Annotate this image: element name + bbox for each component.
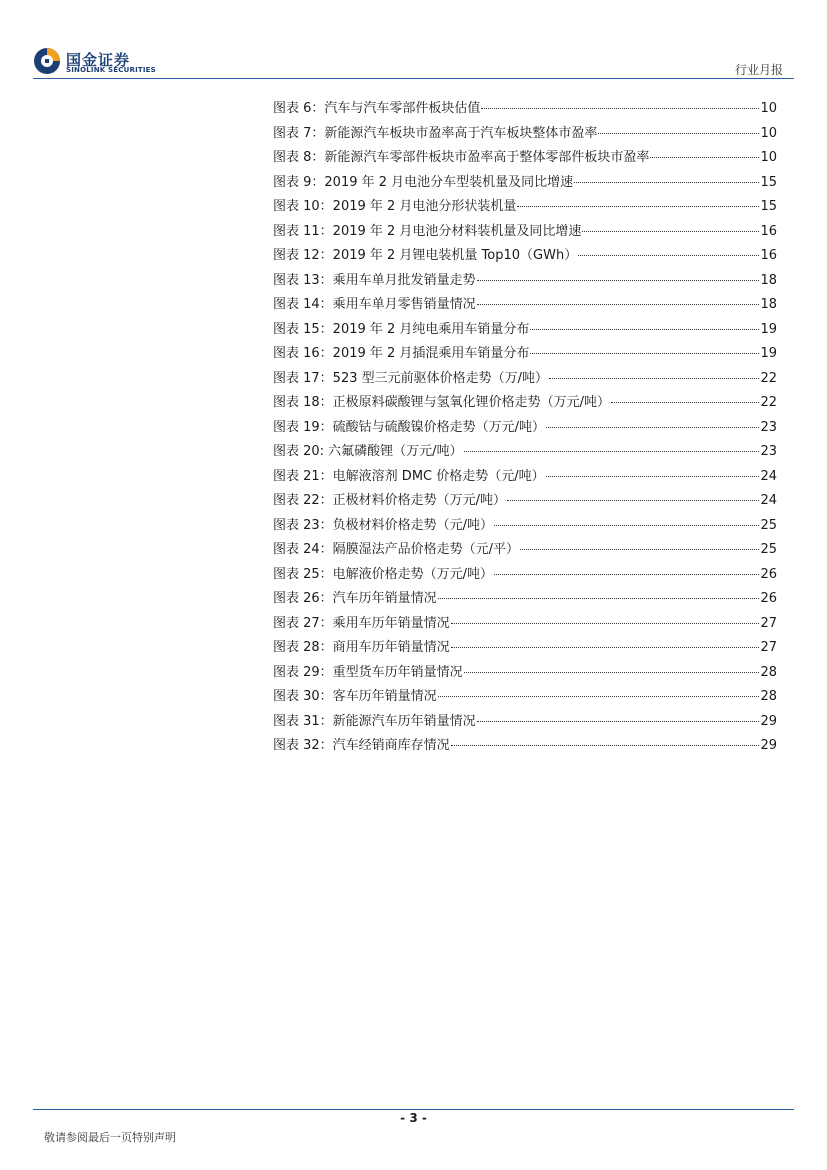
toc-entry[interactable] bbox=[273, 734, 777, 759]
toc-entry-page: 19 bbox=[760, 346, 777, 361]
toc-dot-leader bbox=[451, 609, 760, 624]
toc-entry-title: 图表 7：新能源汽车板块市盈率高于汽车板块整体市盈率 bbox=[273, 125, 598, 141]
toc-dot-leader bbox=[477, 707, 760, 722]
toc-dot-leader bbox=[598, 119, 759, 134]
toc-dot-leader bbox=[507, 486, 759, 501]
toc-dot-leader bbox=[549, 364, 759, 379]
toc-dot-leader bbox=[494, 511, 759, 526]
page-number: - 3 - bbox=[400, 1111, 427, 1125]
toc-entry-title: 图表 29：重型货车历年销量情况 bbox=[273, 664, 463, 680]
toc-entry-page: 25 bbox=[760, 517, 777, 533]
toc-entry-page: 10 bbox=[760, 150, 777, 165]
toc-dot-leader bbox=[520, 535, 759, 550]
toc-dot-leader bbox=[451, 633, 760, 648]
toc-entry-page: 10 bbox=[760, 125, 777, 141]
toc-entry-page: 25 bbox=[760, 542, 777, 557]
toc-entry-page: 18 bbox=[760, 297, 777, 312]
toc-entry-page: 16 bbox=[760, 223, 777, 239]
report-type-label: 行业月报 bbox=[734, 63, 783, 77]
toc-entry-title: 图表 17：523 型三元前驱体价格走势（万/吨） bbox=[273, 370, 548, 386]
toc-entry-page: 26 bbox=[760, 591, 777, 606]
toc-entry-title: 图表 24：隔膜湿法产品价格走势（元/平） bbox=[273, 542, 520, 557]
toc-dot-leader bbox=[438, 682, 760, 697]
toc-entry-page: 29 bbox=[760, 738, 777, 753]
toc-dot-leader bbox=[578, 241, 759, 256]
toc-dot-leader bbox=[438, 584, 760, 599]
toc-dot-leader bbox=[481, 94, 759, 109]
toc-entry-page: 24 bbox=[760, 468, 777, 484]
toc-entry-page: 15 bbox=[760, 174, 777, 190]
toc-entry-title: 图表 25：电解液价格走势（万元/吨） bbox=[273, 566, 494, 582]
toc-entry-page: 23 bbox=[760, 419, 777, 435]
table-of-figures bbox=[273, 97, 777, 759]
toc-entry-title: 图表 10：2019 年 2 月电池分形状装机量 bbox=[273, 199, 517, 214]
toc-entry-page: 23 bbox=[760, 444, 777, 459]
toc-entry-title: 图表 11：2019 年 2 月电池分材料装机量及同比增速 bbox=[273, 223, 582, 239]
toc-entry-title: 图表 8：新能源汽车零部件板块市盈率高于整体零部件板块市盈率 bbox=[273, 150, 650, 165]
toc-entry-page: 22 bbox=[760, 395, 777, 410]
toc-entry-title: 图表 22：正极材料价格走势（万元/吨） bbox=[273, 493, 507, 508]
toc-entry-page: 16 bbox=[760, 248, 777, 263]
page-header bbox=[0, 0, 827, 82]
toc-entry-title: 图表 20: 六氟磷酸锂（万元/吨） bbox=[273, 444, 463, 459]
toc-entry-title: 图表 18：正极原料碳酸锂与氢氧化锂价格走势（万元/吨） bbox=[273, 395, 611, 410]
toc-dot-leader bbox=[451, 731, 760, 746]
toc-entry-page: 28 bbox=[760, 689, 777, 704]
toc-dot-leader bbox=[477, 266, 760, 281]
disclaimer-note: 敬请参阅最后一页特别声明 bbox=[44, 1131, 176, 1144]
toc-entry-page: 24 bbox=[760, 493, 777, 508]
toc-entry-page: 27 bbox=[760, 615, 777, 631]
toc-entry-title: 图表 15：2019 年 2 月纯电乘用车销量分布 bbox=[273, 321, 530, 337]
toc-entry-page: 26 bbox=[760, 566, 777, 582]
logo-chinese-name: 国金证券 bbox=[66, 51, 131, 69]
toc-dot-leader bbox=[464, 658, 760, 673]
toc-entry-title: 图表 28：商用车历年销量情况 bbox=[273, 640, 450, 655]
toc-dot-leader bbox=[546, 462, 760, 477]
toc-entry-title: 图表 26：汽车历年销量情况 bbox=[273, 591, 437, 606]
toc-entry-page: 29 bbox=[760, 713, 777, 729]
toc-dot-leader bbox=[611, 388, 759, 403]
toc-entry-page: 22 bbox=[760, 370, 777, 386]
toc-entry-title: 图表 9：2019 年 2 月电池分车型装机量及同比增速 bbox=[273, 174, 574, 190]
toc-entry-page: 28 bbox=[760, 664, 777, 680]
toc-entry-page: 10 bbox=[760, 101, 777, 116]
toc-entry-title: 图表 32：汽车经销商库存情况 bbox=[273, 738, 450, 753]
toc-entry-page: 18 bbox=[760, 272, 777, 288]
toc-dot-leader bbox=[546, 413, 759, 428]
toc-entry-title: 图表 27：乘用车历年销量情况 bbox=[273, 615, 450, 631]
toc-dot-leader bbox=[574, 168, 759, 183]
toc-dot-leader bbox=[517, 192, 759, 207]
footer-divider bbox=[33, 1109, 794, 1110]
toc-entry-title: 图表 6：汽车与汽车零部件板块估值 bbox=[273, 101, 481, 116]
toc-entry-title: 图表 23：负极材料价格走势（元/吨） bbox=[273, 517, 494, 533]
toc-entry-title: 图表 12：2019 年 2 月锂电装机量 Top10（GWh） bbox=[273, 248, 578, 263]
toc-dot-leader bbox=[494, 560, 759, 575]
toc-dot-leader bbox=[530, 339, 759, 354]
toc-dot-leader bbox=[582, 217, 759, 232]
toc-entry-title: 图表 19：硫酸钴与硫酸镍价格走势（万元/吨） bbox=[273, 419, 546, 435]
toc-entry-page: 15 bbox=[760, 199, 777, 214]
toc-entry-page: 19 bbox=[760, 321, 777, 337]
toc-entry-title: 图表 21：电解液溶剂 DMC 价格走势（元/吨） bbox=[273, 468, 545, 484]
toc-dot-leader bbox=[464, 437, 760, 452]
toc-dot-leader bbox=[477, 290, 760, 305]
toc-dot-leader bbox=[530, 315, 759, 330]
toc-entry-title: 图表 30：客车历年销量情况 bbox=[273, 689, 437, 704]
header-divider bbox=[33, 78, 794, 79]
toc-entry-title: 图表 16：2019 年 2 月插混乘用车销量分布 bbox=[273, 346, 530, 361]
toc-entry-title: 图表 13：乘用车单月批发销量走势 bbox=[273, 272, 476, 288]
toc-dot-leader bbox=[650, 143, 759, 158]
toc-entry-title: 图表 14：乘用车单月零售销量情况 bbox=[273, 297, 476, 312]
toc-entry-title: 图表 31：新能源汽车历年销量情况 bbox=[273, 713, 476, 729]
company-logo bbox=[33, 47, 163, 79]
logo-english-name: SINOLINK SECURITIES bbox=[66, 66, 156, 74]
toc-entry-page: 27 bbox=[760, 640, 777, 655]
sinolink-logo-icon bbox=[33, 47, 61, 75]
